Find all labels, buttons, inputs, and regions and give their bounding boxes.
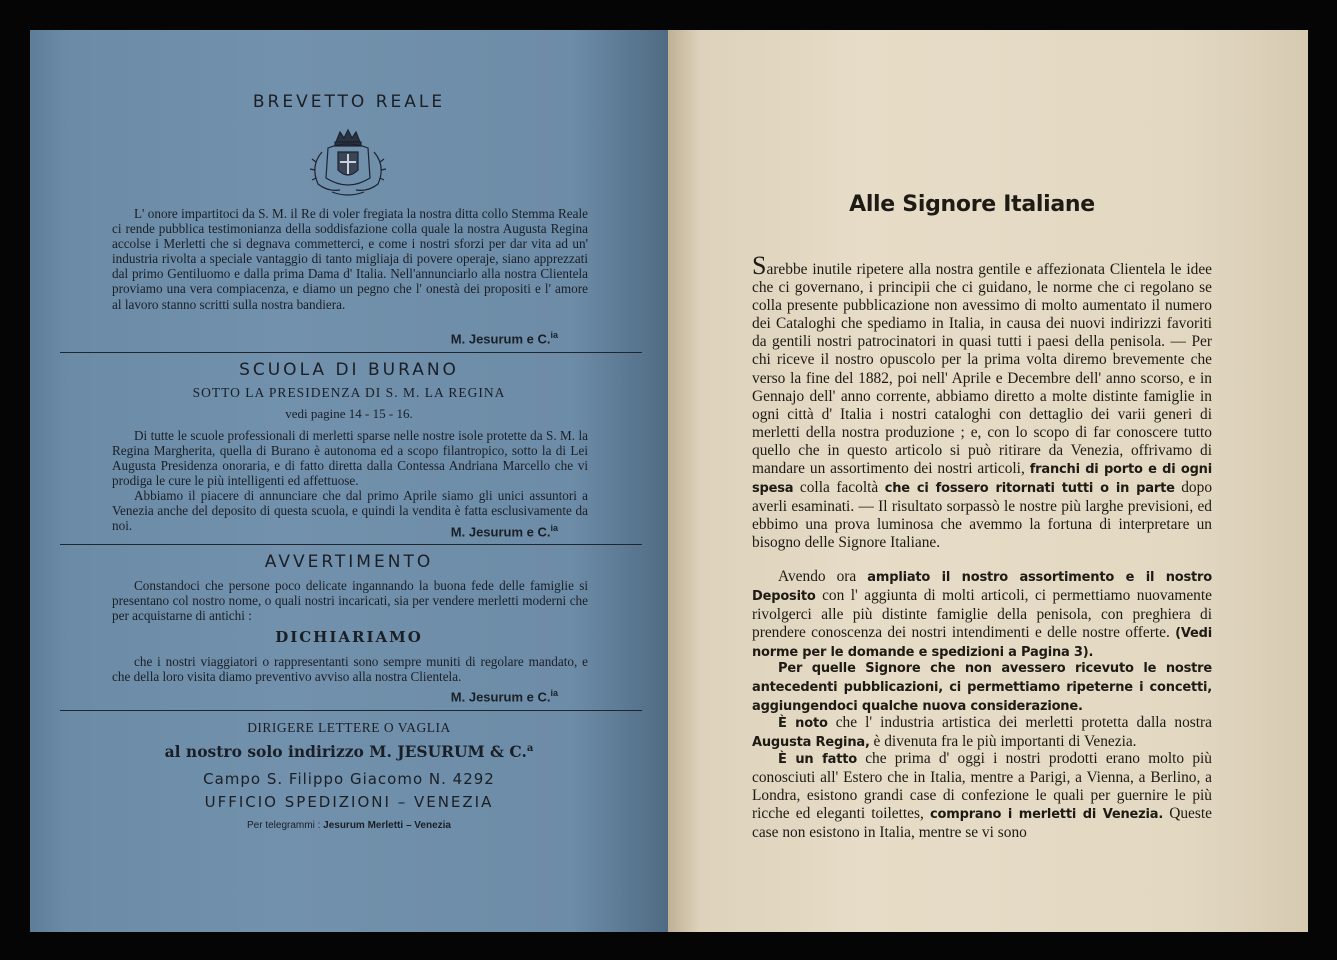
avvertimento-text-2: che i nostri viaggiatori o rappresentanti sono sempre muniti di regolare mandato, e che della loro visita diamo preventivo avviso alla nostra Clientela. [112, 654, 588, 685]
paragraph-2: Avendo ora ampliato il nostro assortimento e il nostro Deposito con l' aggiunta di molti articoli, ci permettiamo nuovamente rivolgerci alle più distinte famiglie della penisola, con preghiera di prendere conoscenza dei nostri intendimenti e delle nostre offerte. (Vedi norme per le domande e spedizioni a Pagina 3). [752, 568, 1212, 661]
scuola-pages: vedi pagine 14 - 15 - 16. [285, 406, 413, 421]
brevetto-signature: M. Jesurum e C.$^{ia}$ [450, 330, 558, 347]
divider [60, 544, 642, 545]
scuola-title: SCUOLA DI BURANO [239, 360, 459, 380]
divider [60, 710, 642, 711]
telegram-line: Per telegrammi : Jesurum Merletti – Venezia [247, 820, 451, 831]
avvertimento-title: AVVERTIMENTO [264, 552, 434, 572]
left-page [30, 30, 668, 932]
right-page [668, 30, 1308, 932]
scuola-text-1: Di tutte le scuole professionali di merletti sparse nelle nostre isole protette da S. M. la Regina Margherita, quella di Burano è autonoma ed a scopo filantropico, sotto la di Lei Augusta Presidenza onoraria, e di fatto diretta dalla Contessa Andriana Marcello che vi prodiga le cure le più intelligenti ed affettuose. [112, 428, 588, 489]
royal-crest-icon [302, 122, 394, 198]
avvertimento-signature: M. Jesurum e C.$^{ia}$ [450, 688, 558, 705]
address-line-2: al nostro solo indirizzo M. JESURUM & C.$^a$ [164, 742, 534, 761]
paragraph-3: Per quelle Signore che non avessero ricevuto le nostre antecedenti pubblicazioni, ci permettiamo ripeterne i concetti, aggiungendoci qualche nuova considerazione. [752, 661, 1212, 715]
scuola-text-2: Abbiamo il piacere di annunciare che dal primo Aprile siamo gli unici assuntori a Venezia anche del deposito di questa scuola, e quindi la vendita è fatta esclusivamente da noi. [112, 488, 588, 534]
avvertimento-text-1: Constandoci che persone poco delicate ingannando la buona fede delle famiglie si presentano col nostro nome, o quali nostri incaricati, sia per vendere merletti moderni che per acquistarne di antichi : [112, 578, 588, 624]
brevetto-title: BREVETTO REALE [252, 92, 446, 112]
scuola-subtitle: SOTTO LA PRESIDENZA DI S. M. LA REGINA [192, 385, 506, 400]
dichiariamo-heading: DICHIARIAMO [275, 628, 423, 646]
divider [60, 352, 642, 353]
paragraph-1: Sarebbe inutile ripetere alla nostra gentile e affezionata Clientela le idee che ci governano, i principii che ci guidano, le norme che ci regolano se colla presente pubblicazione non avessimo di molto aumentato il numero dei Cataloghi che spediamo in Italia, in causa dei nuovi indirizzi favoriti da gentili nostri patrocinatori in quasi tutti i paesi della penisola. — Per chi riceve il nostro opuscolo per la prima volta diremo brevemente che verso la fine del 1882, poi nell' Aprile e Decembre dell' anno scorso, e in Gennajo dell' anno corrente, abbiamo diretto a molte distinte famiglie in ogni città d' Italia i nostri cataloghi con dettaglio dei varii generi di merletti della nostra produzione ; e, con lo scopo di far conoscere tutto quello che in questo articolo si può ritirare da Venezia, offrivamo di mandare un assortimento dei nostri articoli, franchi di porto e di ogni spesa colla facoltà che ci fossero ritornati tutti o in parte dopo averli esaminati. — Il risultato sorpassò le nostre più larghe previsioni, ed ebbimo una prova luminosa che avemmo la fortuna di interpretare un bisogno delle Signore Italiane. [752, 251, 1213, 552]
scuola-signature: M. Jesurum e C.$^{ia}$ [450, 523, 558, 540]
address-line-1: DIRIGERE LETTERE O VAGLIA [247, 720, 451, 735]
page-title: Alle Signore Italiane [849, 192, 1095, 217]
paragraph-4: È noto che l' industria artistica dei merletti protetta dalla nostra Augusta Regina, è divenuta fra le più importanti di Venezia. [752, 714, 1212, 751]
address-line-4: UFFICIO SPEDIZIONI – VENEZIA [204, 793, 494, 811]
paragraph-5: È un fatto che prima d' oggi i nostri prodotti erano molto più conosciuti all' Estero che in Italia, mentre a Parigi, a Vienna, a Berlino, a Londra, esistono grandi case di confezione le quali per guernire le più ricche ed eleganti toilettes, comprano i merletti di Venezia. Queste case non esistono in Italia, mentre se vi sono [752, 750, 1212, 842]
brevetto-text: L' onore impartitoci da S. M. il Re di voler fregiata la nostra ditta collo Stemma Reale ci rende pubblica testimonianza della soddisfazione colla quale la nostra Augusta Regina accolse i Merletti che si degnava commetterci, e come i nostri sforzi per dar vita ad un' industria rivolta a speciale vantaggio di tanto migliaja di povere operaje, siano apprezzati dal primo Gentiluomo e dalla prima Dama d' Italia. Nell'annunciarlo alla nostra Clientela proviamo una vera compiacenza, e diamo un pegno che l' onestà dei propositi e l' amore al lavoro stanno scritti sulla nostra bandiera. [112, 206, 588, 312]
address-line-3: Campo S. Filippo Giacomo N. 4292 [203, 770, 495, 788]
